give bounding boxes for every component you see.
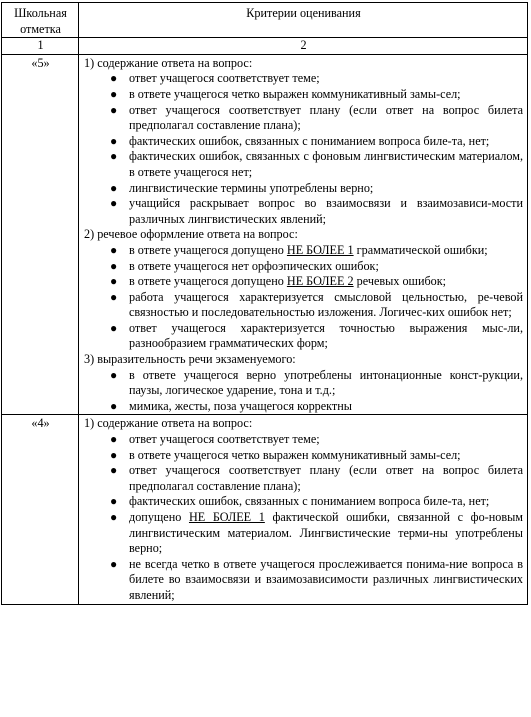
bullet-icon: ● (110, 71, 118, 86)
bullet-icon: ● (110, 242, 118, 257)
bullet-icon: ● (110, 510, 118, 524)
item-text: учащийся раскрывает вопрос во взаимосвязи и взаимозависи-мости различных лингвистических явлений; (129, 196, 523, 226)
header-criteria-label: Критерии оценивания (246, 6, 361, 20)
bullet-icon: ● (110, 463, 118, 478)
item-text: работа учащегося характеризуется смысловой цельностью, ре-чевой связностью и последовательностью изложения. Логичес-ких ошибок нет; (129, 289, 523, 320)
grade-row-4 (2, 415, 528, 604)
item-text: в ответе учащегося четко выражен коммуникативный замы-сел; (129, 447, 461, 462)
bullet-icon: ● (110, 320, 118, 335)
criteria-list (84, 432, 523, 604)
bullet-icon: ● (110, 398, 118, 413)
list-item (84, 181, 523, 197)
grade-cell (2, 415, 79, 604)
bullet-icon: ● (110, 258, 118, 273)
list-item (84, 196, 523, 227)
item-text: фактических ошибок, связанных с пониманием вопроса биле-та, нет; (129, 494, 490, 509)
bullet-icon: ● (110, 447, 118, 462)
list-item (84, 243, 523, 259)
item-text: ответ учащегося соответствует теме; (129, 71, 320, 86)
grade-row-5 (2, 54, 528, 415)
criteria-list (84, 243, 523, 352)
list-item (84, 399, 523, 415)
item-text: в ответе учащегося четко выражен коммуникативный замы-сел; (129, 86, 461, 101)
list-item (84, 463, 523, 494)
bullet-icon: ● (110, 556, 118, 571)
criteria-cell (79, 54, 528, 415)
criteria-table (1, 2, 528, 605)
header-criteria-cell (79, 3, 528, 38)
item-text: фактических ошибок, связанных с пониманием вопроса биле-та, нет; (129, 133, 490, 148)
list-item (84, 134, 523, 150)
list-item (84, 448, 523, 464)
item-text: ответ учащегося соответствует плану (если ответ на вопрос билета предполагал составление плана); (129, 463, 523, 493)
list-item (84, 494, 523, 510)
list-item (84, 432, 523, 448)
criteria-list (84, 71, 523, 227)
item-text: ответ учащегося характеризуется точностью выражения мыс-ли, разнообразием грамматических форм; (129, 320, 523, 351)
bullet-icon: ● (110, 494, 118, 509)
column-number-2 (79, 38, 528, 55)
item-text: в ответе учащегося допущено (129, 242, 287, 257)
criteria-cell (79, 415, 528, 604)
section-title: 1) содержание ответа на вопрос: (84, 55, 253, 70)
column-number-row (2, 38, 528, 55)
bullet-icon: ● (110, 289, 118, 304)
item-text: мимика, жесты, поза учащегося корректны (129, 398, 352, 413)
list-item (84, 557, 523, 604)
criteria-list (84, 368, 523, 415)
item-text: допущено (129, 510, 189, 524)
list-item (84, 71, 523, 87)
list-item (84, 149, 523, 180)
section-title: 1) содержание ответа на вопрос: (84, 416, 253, 431)
bullet-icon: ● (110, 180, 118, 195)
emphasis-limit: НЕ БОЛЕЕ 1 (188, 510, 265, 524)
bullet-icon: ● (110, 86, 118, 101)
bullet-icon: ● (110, 432, 118, 447)
item-text: не всегда четко в ответе учащегося прослеживается понима-ние вопроса в билете во взаимосвязи и взаимозависимости различных лингвистических явлений; (129, 556, 523, 602)
column-number-1-text: 1 (37, 38, 44, 53)
list-item (84, 87, 523, 103)
grade-value: «5» (31, 55, 50, 70)
section-title: 3) выразительность речи экзаменуемого: (84, 352, 296, 367)
emphasis-limit: НЕ БОЛЕЕ 1 (286, 242, 354, 257)
grade-value: «4» (31, 416, 50, 431)
bullet-icon: ● (110, 196, 118, 211)
list-item (84, 321, 523, 352)
list-item (84, 259, 523, 275)
item-text: лингвистические термины употреблены верно; (129, 180, 374, 195)
grade-cell (2, 54, 79, 415)
item-text: ответ учащегося соответствует плану (если ответ на вопрос билета предполагал составление плана); (129, 102, 523, 133)
header-grade-label: Школьная отметка (14, 6, 67, 36)
bullet-icon: ● (110, 133, 118, 148)
bullet-icon: ● (110, 149, 118, 164)
column-number-2-text: 2 (300, 38, 307, 53)
column-number-1 (2, 38, 79, 55)
bullet-icon: ● (110, 102, 118, 117)
emphasis-limit: НЕ БОЛЕЕ 2 (286, 274, 354, 289)
list-item (84, 510, 523, 557)
item-text: в ответе учащегося нет орфоэпических ошибок; (129, 258, 379, 273)
item-text: грамматической ошибки; (353, 242, 488, 257)
item-text: фактических ошибок, связанных с фоновым лингвистическим материалом, в ответе учащегося нет; (129, 149, 523, 179)
list-item (84, 274, 523, 290)
item-text: в ответе учащегося допущено (129, 274, 287, 289)
item-text: речевых ошибок; (353, 274, 447, 289)
list-item (84, 368, 523, 399)
bullet-icon: ● (110, 274, 118, 289)
item-text: ответ учащегося соответствует теме; (129, 432, 320, 447)
bullet-icon: ● (110, 367, 118, 382)
section-title: 2) речевое оформление ответа на вопрос: (84, 227, 298, 242)
header-row (2, 3, 528, 38)
item-text: в ответе учащегося верно употреблены интонационные конст-рукции, паузы, логическое ударение, тона и т.д.; (129, 367, 523, 398)
list-item (84, 290, 523, 321)
list-item (84, 103, 523, 134)
header-grade-cell (2, 3, 79, 38)
item-text: фактической ошибки, связанной с фо-новым лингвистическим материалом. Лингвистические терми-ны употреблены верно; (129, 510, 524, 556)
